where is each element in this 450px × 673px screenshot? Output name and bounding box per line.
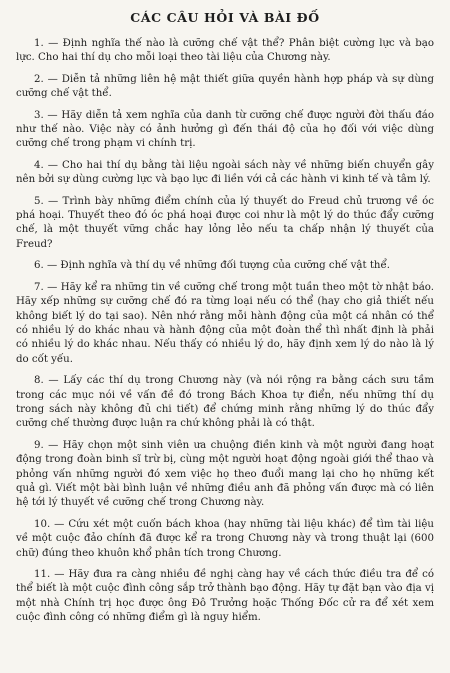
question-item-9: 9. — Hãy chọn một sinh viên ưa chuộng điền kinh và một người đang hoạt động trong đoàn binh sĩ trừ bị, cùng một người hoạt động ngoài giới thể thao và phỏng vấn những người đó xem việc họ theo đuổi mang lại cho họ những kết quả gì. Viết một bài bình luận về những điều anh đã phỏng vấn được mà có liên hệ tới lý thuyết về cưỡng chế trong Chương này. [16,439,434,509]
question-item-1: 1. — Định nghĩa thế nào là cưỡng chế vật thể? Phân biệt cường lực và bạo lực. Cho hai thí dụ cho mỗi loại theo tài liệu của Chương này. [16,38,434,64]
question-item-4: 4. — Cho hai thí dụ bằng tài liệu ngoài sách này về những biến chuyển gây nên bởi sự dùng cường lực và bạo lực đi liền với cả các hành vi kinh tế và tâm lý. [16,159,434,186]
question-item-7: 7. — Hãy kể ra những tin về cưỡng chế trong một tuần theo một tờ nhật báo. Hãy xếp những sự cưỡng chế đó ra từng loại nếu có thể (hay cho giả thiết nếu không biết lý do tại sao). Nên nhớ rằng mỗi hành động của một cá nhân có thể có nhiều lý do khác nhau và hành động của một đoàn thể thì nhất định là phải có nhiều lý do khác nhau. Nếu thấy có nhiều lý do, hãy định xem lý do nào là lý do cốt yếu. [16,281,434,365]
question-item-11: 11. — Hãy đưa ra càng nhiều đề nghị càng hay về cách thức điều tra để có thể biết là một cuộc đình công sắp trở thành bạo động. Hãy tự đặt bạn vào địa vị một nhà Chính trị học được ông Đô Trưởng hoặc Thống Đốc cử ra để xét xem cuộc đình công có những điểm gì là nguy hiểm. [16,569,434,624]
question-item-10: 10. — Cứu xét một cuốn bách khoa (hay những tài liệu khác) để tìm tài liệu về một cuộc đảo chính đã được kể ra trong Chương này và trong thuật lại (600 chữ) đúng theo khuôn khổ phân tích trong Chương. [16,518,434,559]
question-item-6: 6. — Định nghĩa và thí dụ về những đối tượng của cưỡng chế vật thể. [34,260,391,272]
question-item-2: 2. — Diễn tả những liên hệ mật thiết giữa quyền hành hợp pháp và sự dùng cưỡng chế vật thể. [16,73,434,100]
page-title: CÁC CÂU HỎI VÀ BÀI ĐỐ [130,10,320,25]
question-item-8: 8. — Lấy các thí dụ trong Chương này (và nói rộng ra bằng cách sưu tầm trong các mục nói về vấn đề đó trong Bách Khoa tự điển, nếu những thí dụ trong sách này không đủ chi tiết) để chứng minh rằng những lý do thúc đẩy cưỡng chế thường được luận ra chứ không phải là có thật. [16,375,434,430]
question-item-5: 5. — Trình bày những điểm chính của lý thuyết do Freud chủ trương về óc phá hoại. Thuyết theo đó óc phá hoại được coi như là một lý do thúc đẩy cưỡng chế, là một thuyết vững chắc hay lỏng lẻo nếu ta chấp nhận lý thuyết của Freud? [16,195,434,250]
question-list [16,37,434,626]
question-item-3: 3. — Hãy diễn tả xem nghĩa của danh từ cưỡng chế được người đời thấu đáo như thế nào. Việc này có ảnh hưởng gì đến thái độ của họ đối với việc dùng cưỡng chế trong phạm vi chính trị. [16,109,434,150]
